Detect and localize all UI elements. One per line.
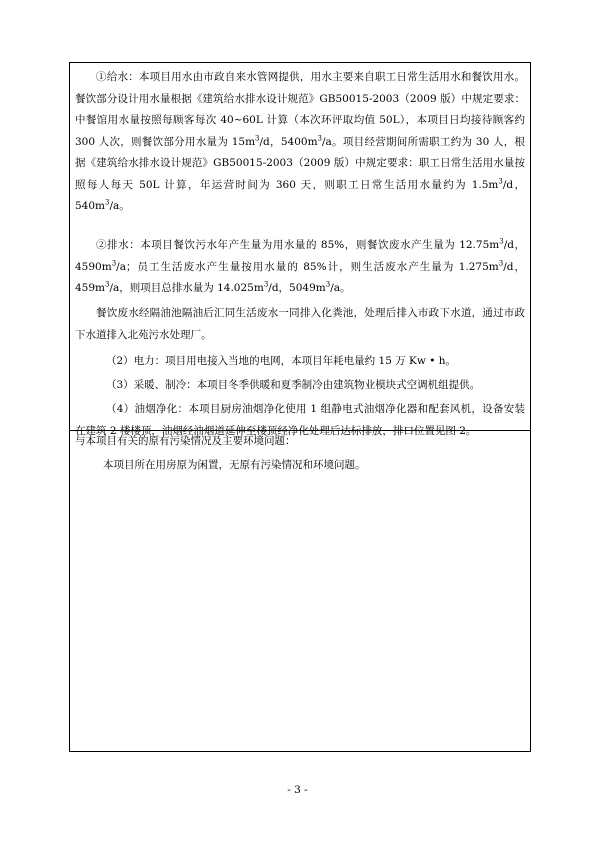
section-heading: 与本项目有关的原有污染情况及主要环境问题：: [75, 435, 296, 447]
fume-paragraph: （4）油烟净化：本项目厨房油烟净化使用 1 组静电式油烟净化器和配套风机，设备安装在建筑 2 楼楼顶，油烟经油烟道延伸至楼顶经净化处理后达标排放，排口位置见图 2。: [75, 403, 525, 437]
existing-pollution-box: [69, 429, 531, 752]
drainage-paragraph: ②排水：本项目餐饮污水年产生量为用水量的 85%，则餐饮废水产生量为 $12.75m^3/d$，$4590m^3/a$；员工生活废水产生量按用水量的 85%计，则生活废水产生量为 $1.275m^3/d$，$459m^3/a$，则项目总排水量为 $14.025m^3/d$，$5049m^3/a$。: [75, 237, 526, 294]
page-number: - 3 -: [287, 784, 308, 796]
water-supply-paragraph: ①给水：本项目用水由市政自来水管网提供，用水主要来自职工日常生活用水和餐饮用水。餐饮部分设计用水量根据《建筑给水排水设计规范》GB50015-2003（2009 版）中规定要求：中餐馆用水量按照每顾客每次 40~60L 计算（本次环评取均值 50L），本项目日均接待顾客约 300 人次，则餐饮部分用水量为 $15m^3/d$，$5400m^3/a$。项目经营期间所需职工约为 30 人，根据《建筑给水排水设计规范》GB50015-2003（2009 版）中规定要求：职工日常生活用水量按照每人每天 50L 计算，年运营时间为 360 天，则职工日常生活用水量约为 $1.5m^3/d$，$540m^3/a$。: [75, 71, 526, 212]
existing-pollution-paragraph: 本项目所在用房原为闲置，无原有污染情况和环境问题。: [103, 459, 366, 471]
power-paragraph: （2）电力：项目用电接入当地的电网，本项目年耗电量约 15 万 Kw • h。: [106, 355, 457, 367]
wastewater-paragraph: 餐饮废水经隔油池隔油后汇同生活废水一同排入化粪池，处理后排入市政下水道，通过市政下水道排入北苑污水处理厂。: [75, 307, 525, 341]
project-details-box: [69, 62, 531, 437]
hvac-paragraph: （3）采暖、制冷：本项目冬季供暖和夏季制冷由建筑物业模块式空调机组提供。: [106, 379, 481, 391]
